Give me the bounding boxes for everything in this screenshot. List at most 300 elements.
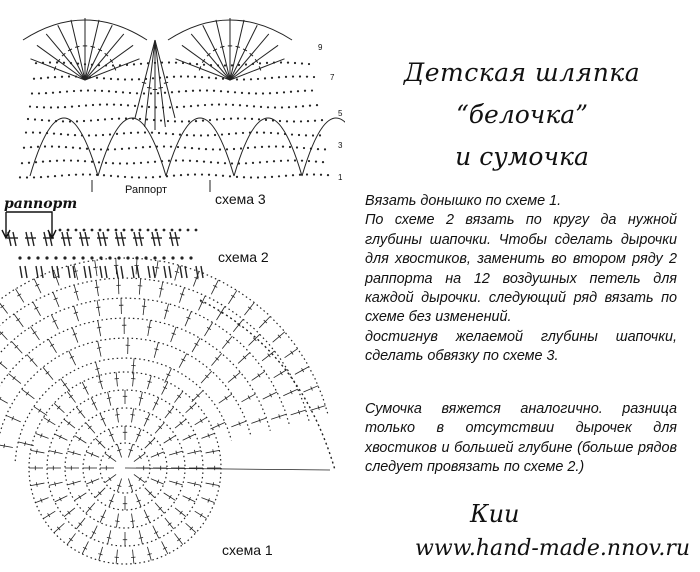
dc-stitch [139, 232, 142, 246]
row-number-7: 7 [330, 73, 335, 82]
chain-dot [79, 147, 81, 149]
chain-dot [75, 229, 78, 232]
chain-dot [78, 105, 80, 107]
stitch-mark [164, 436, 176, 444]
chain-dot [264, 77, 266, 79]
chain-dot [232, 104, 234, 106]
stitch-mark [133, 550, 134, 564]
chain-dot [42, 161, 44, 163]
stitch-mark [49, 482, 63, 485]
stitch-mark [133, 372, 134, 386]
stitch-mark [242, 394, 256, 402]
chain-dot [245, 63, 247, 65]
chain-dot [225, 103, 227, 105]
stitch-mark [228, 372, 240, 382]
chain-dot [327, 174, 329, 176]
chain-dot [243, 176, 245, 178]
chain-dot [100, 148, 102, 150]
chain-dot [305, 134, 307, 136]
chain-dot [211, 104, 213, 106]
chain-dot [168, 160, 170, 162]
chain-dot [262, 92, 264, 94]
chain-dot [235, 132, 237, 134]
chain-dot [171, 91, 173, 93]
stitch-mark [76, 518, 85, 529]
row-number-9: 9 [318, 43, 323, 52]
stitch-bar [142, 306, 146, 307]
stitch-mark [0, 395, 8, 403]
chain-dot [194, 76, 196, 78]
chain-dot [285, 175, 287, 177]
stitch-bar [75, 46, 79, 47]
chain-dot [142, 146, 144, 148]
chain-dot [188, 120, 190, 122]
chain-dot [139, 229, 142, 232]
chain-dot [30, 146, 32, 148]
stitch-bar [79, 437, 81, 441]
instruction-line: Сумочка вяжется аналогично. разница только в отсутствии дырочек для хвостиков и большей глубине (больше рядов следует провязать по схеме 2.) [365, 401, 677, 476]
stitch-mark [222, 336, 232, 348]
chain-dot [113, 103, 115, 105]
stitch-bar [63, 383, 67, 386]
stitch-mark [145, 488, 155, 498]
chain-dot [194, 173, 196, 175]
stitch-bar [200, 419, 202, 423]
stitch-bar [109, 455, 112, 459]
chain-dot [35, 62, 37, 64]
chain-dot [224, 162, 226, 164]
stitch-mark [95, 260, 97, 276]
chain-dot [103, 174, 105, 176]
chain-dot [177, 146, 179, 148]
stitch-mark [206, 450, 220, 453]
stitch-bar [130, 521, 134, 522]
stitch-mark [54, 523, 64, 532]
stitch-bar [94, 267, 98, 268]
chain-dot [143, 92, 145, 94]
chain-dot [324, 148, 326, 150]
chain-dot [122, 91, 124, 93]
wedge-row [0, 278, 309, 456]
chain-dot [218, 103, 220, 105]
chain-dot [130, 132, 132, 134]
chain-dot [164, 92, 166, 94]
sector-arc [200, 300, 335, 470]
chain-dot [134, 105, 136, 107]
chain-dot [165, 132, 167, 134]
stitch-bar [165, 310, 169, 311]
stitch-mark [95, 488, 105, 498]
chain-dot [34, 118, 36, 120]
chain-dot [145, 176, 147, 178]
dc-stitch [132, 266, 134, 278]
chain-dot [18, 256, 21, 259]
dc-stitch [20, 266, 22, 278]
dc-stitch [175, 232, 178, 246]
chain-dot [110, 78, 112, 80]
stitch-mark [174, 391, 182, 402]
chain-dot [49, 61, 51, 63]
stitch-bar [69, 538, 73, 541]
stitch-bar [139, 477, 142, 481]
stitch-bar [91, 46, 95, 47]
chain-dot [190, 105, 192, 107]
dc-stitch [148, 266, 150, 278]
chain-dot [133, 162, 135, 164]
stitch-bar [95, 287, 99, 288]
chain-dot [320, 174, 322, 176]
stitch-mark [145, 40, 155, 127]
chain-dot [28, 162, 30, 164]
chain-dot [90, 119, 92, 121]
stitch-mark [22, 389, 35, 399]
dc-stitch [84, 266, 86, 278]
stitch-mark [0, 445, 13, 448]
chain-dot [169, 106, 171, 108]
chain-dot [187, 174, 189, 176]
chain-dot [270, 132, 272, 134]
chain-dot [210, 161, 212, 163]
chain-dot [204, 104, 206, 106]
stitch-bar [115, 521, 119, 522]
chain-dot [151, 132, 153, 134]
chain-dot [244, 117, 246, 119]
stitch-bar [142, 82, 146, 83]
stitch-mark [155, 503, 164, 514]
chain-dot [102, 134, 104, 136]
instructions-paragraph-2 [365, 400, 677, 478]
chain-dot [277, 132, 279, 134]
chain-dot [280, 160, 282, 162]
chain-dot [228, 133, 230, 135]
stitch-bar [97, 327, 101, 328]
stitch-bar [36, 482, 37, 486]
chain-dot [287, 159, 289, 161]
chain-dot [299, 75, 301, 77]
chain-dot [309, 105, 311, 107]
chain-dot [205, 148, 207, 150]
stitch-mark [96, 280, 98, 296]
stitch-mark [187, 482, 201, 485]
chain-dot [118, 118, 120, 120]
stitch-bar [139, 455, 142, 459]
chain-dot [36, 106, 38, 108]
chain-dot [282, 146, 284, 148]
chain-dot [140, 162, 142, 164]
chain-dot [212, 148, 214, 150]
chain-dot [219, 148, 221, 150]
chain-dot [179, 229, 182, 232]
stitch-bar [33, 331, 37, 333]
chain-dot [200, 134, 202, 136]
stitch-bar [55, 450, 56, 454]
chain-dot [39, 132, 41, 134]
chain-dot [257, 78, 259, 80]
chain-dot [201, 173, 203, 175]
stitch-mark [48, 339, 56, 353]
stitch-bar [159, 88, 163, 89]
stitch-mark [175, 265, 179, 280]
chain-dot [175, 159, 177, 161]
stitch-mark [43, 367, 53, 379]
chain-dot [63, 62, 65, 64]
stitch-mark [116, 409, 118, 423]
chain-dot [52, 92, 54, 94]
stitch-mark [116, 372, 117, 386]
stitch-bar [36, 449, 37, 453]
chain-dot [131, 176, 133, 178]
stitch-mark [116, 258, 117, 274]
chain-dot [48, 120, 50, 122]
stitch-mark [201, 371, 212, 383]
chain-dot [299, 174, 301, 176]
stitch-mark [108, 392, 111, 406]
stitch-mark [219, 394, 232, 403]
chain-dot [295, 106, 297, 108]
chain-dot [86, 148, 88, 150]
stitch-mark [195, 417, 207, 424]
stitch-mark [139, 392, 142, 406]
chain-dot [149, 146, 151, 148]
chain-dot [171, 229, 174, 232]
chain-dot [287, 62, 289, 64]
dc-stitch [121, 266, 123, 278]
stitch-mark [43, 417, 55, 424]
chain-dot [141, 105, 143, 107]
chain-dot [115, 91, 117, 93]
chain-dot [258, 118, 260, 120]
stitch-bar [139, 537, 143, 538]
chain-dot [152, 77, 154, 79]
stitch-mark [27, 355, 37, 367]
chain-dot [311, 89, 313, 91]
chain-dot [162, 256, 165, 259]
stitch-mark [105, 453, 116, 461]
chain-dot [129, 92, 131, 94]
chain-dot [29, 105, 31, 107]
stitch-bar [50, 344, 54, 346]
stitch-mark [238, 353, 250, 364]
chain-dot [41, 119, 43, 121]
stitch-mark [49, 451, 63, 454]
dc-stitch [105, 266, 107, 278]
chain-dot [174, 120, 176, 122]
chain-dot [166, 76, 168, 78]
chain-dot [85, 104, 87, 106]
chain-dot [40, 77, 42, 79]
stitch-mark [154, 342, 158, 357]
chain-dot [154, 161, 156, 163]
dc-stitch [180, 266, 182, 278]
chain-dot [171, 256, 174, 259]
chain-dot [131, 229, 134, 232]
rapport-label: Раппорт [125, 184, 168, 196]
chain-dot [57, 106, 59, 108]
chain-dot [99, 229, 102, 232]
stitch-mark [18, 442, 34, 446]
stitch-bar [4, 444, 5, 448]
stitch-mark [179, 354, 187, 368]
chain-dot [279, 120, 281, 122]
stitch-bar [115, 415, 119, 416]
scheme-1-label: схема 1 [222, 542, 273, 558]
dc-stitch [36, 266, 38, 278]
chain-dot [158, 132, 160, 134]
scheme-1-diagram [0, 258, 335, 564]
dc-stitch [100, 266, 102, 278]
stitch-mark [186, 403, 196, 412]
chain-dot [251, 118, 253, 120]
chain-dot [302, 105, 304, 107]
chain-dot [283, 91, 285, 93]
chain-dot [131, 78, 133, 80]
chain-dot [304, 90, 306, 92]
dc-stitch [52, 266, 54, 278]
stitch-mark [143, 299, 145, 315]
chain-dot [59, 91, 61, 93]
dc-stitch [85, 232, 88, 246]
stitch-mark [86, 423, 95, 434]
chain-dot [98, 161, 100, 163]
crochet-diagram [0, 0, 345, 572]
chain-dot [252, 162, 254, 164]
chain-dot [147, 229, 150, 232]
chain-dot [208, 174, 210, 176]
stitch-bar [225, 396, 228, 400]
chain-dot [124, 78, 126, 80]
chain-dot [114, 148, 116, 150]
chain-dot [191, 147, 193, 149]
chain-dot [207, 134, 209, 136]
chain-dot [269, 92, 271, 94]
stitch-mark [136, 258, 137, 274]
stitch-bar [177, 395, 181, 398]
chain-dot [63, 256, 66, 259]
chain-dot [243, 78, 245, 80]
chain-dot [32, 131, 34, 133]
chain-dot [217, 162, 219, 164]
chain-dot [189, 160, 191, 162]
dc-stitch [134, 232, 137, 246]
chain-dot [60, 133, 62, 135]
chain-dot [265, 119, 267, 121]
chain-dot [296, 146, 298, 148]
chain-dot [63, 159, 65, 161]
chain-dot [179, 134, 181, 136]
chain-dot [201, 76, 203, 78]
instruction-line: достигнув желаемой глубины шапочки, сделать обвязку по схеме 3. [365, 328, 677, 365]
stitch-bar [169, 495, 171, 499]
chain-dot [76, 120, 78, 122]
chain-dot [314, 120, 316, 122]
stitch-mark [211, 353, 221, 365]
chain-dot [196, 63, 198, 65]
stitch-mark [244, 303, 254, 316]
stitch-mark [273, 332, 285, 342]
chain-dot [23, 147, 25, 149]
chain-dot [229, 175, 231, 177]
chain-dot [111, 118, 113, 120]
chain-dot [62, 120, 64, 122]
chain-dot [176, 106, 178, 108]
chain-dot [87, 89, 89, 91]
chain-dot [187, 75, 189, 77]
stitch-mark [195, 511, 207, 518]
stitch-mark [139, 279, 140, 295]
chain-dot [112, 64, 114, 66]
stitch-mark [165, 407, 174, 418]
stitch-mark [175, 508, 186, 517]
stitch-mark [132, 514, 134, 528]
chain-dot [231, 162, 233, 164]
chain-dot [106, 103, 108, 105]
chain-dot [307, 120, 309, 122]
stitch-mark [164, 304, 168, 319]
chain-dot [21, 162, 23, 164]
chain-dot [203, 64, 205, 66]
chain-dot [61, 76, 63, 78]
chain-dot [250, 176, 252, 178]
chain-dot [68, 174, 70, 176]
stitch-bar [95, 368, 99, 369]
chain-dot [271, 77, 273, 79]
chain-dot [45, 256, 48, 259]
chain-dot [40, 176, 42, 178]
chain-dot [301, 62, 303, 64]
stitch-mark [262, 351, 275, 361]
stitch-mark [116, 550, 117, 564]
sector-edge [125, 468, 330, 470]
chain-dot [278, 76, 280, 78]
stitch-mark [165, 518, 174, 529]
chain-dot [266, 161, 268, 163]
stitch-mark [12, 341, 23, 353]
chain-dot [112, 162, 114, 164]
chain-dot [59, 229, 62, 232]
stitch-mark [98, 341, 101, 357]
chain-dot [54, 76, 56, 78]
rapport-handwritten-label: раппорт [4, 196, 78, 212]
stitch-mark [8, 374, 20, 384]
chain-dot [137, 131, 139, 133]
chain-dot [192, 90, 194, 92]
chain-dot [202, 120, 204, 122]
chain-dot [321, 119, 323, 121]
chain-dot [67, 229, 70, 232]
chain-dot [280, 61, 282, 63]
chain-dot [183, 106, 185, 108]
stitch-bar [97, 347, 101, 348]
chain-dot [274, 106, 276, 108]
stitch-bar [147, 327, 151, 328]
chain-dot [285, 76, 287, 78]
chain-dot [167, 120, 169, 122]
chain-dot [291, 133, 293, 135]
dc-stitch [201, 266, 203, 278]
dc-stitch [164, 266, 166, 278]
chain-dot [195, 120, 197, 122]
chain-dot [160, 119, 162, 121]
chain-dot [290, 91, 292, 93]
dc-stitch [170, 232, 173, 246]
chain-dot [123, 229, 126, 232]
stitch-mark [43, 511, 55, 518]
stitch-bar [26, 392, 29, 395]
stitch-mark [97, 300, 100, 316]
stitch-bar [39, 409, 41, 413]
chain-dot [263, 132, 265, 134]
website-link[interactable]: www.hand-made.nnov.ru [415, 536, 690, 561]
